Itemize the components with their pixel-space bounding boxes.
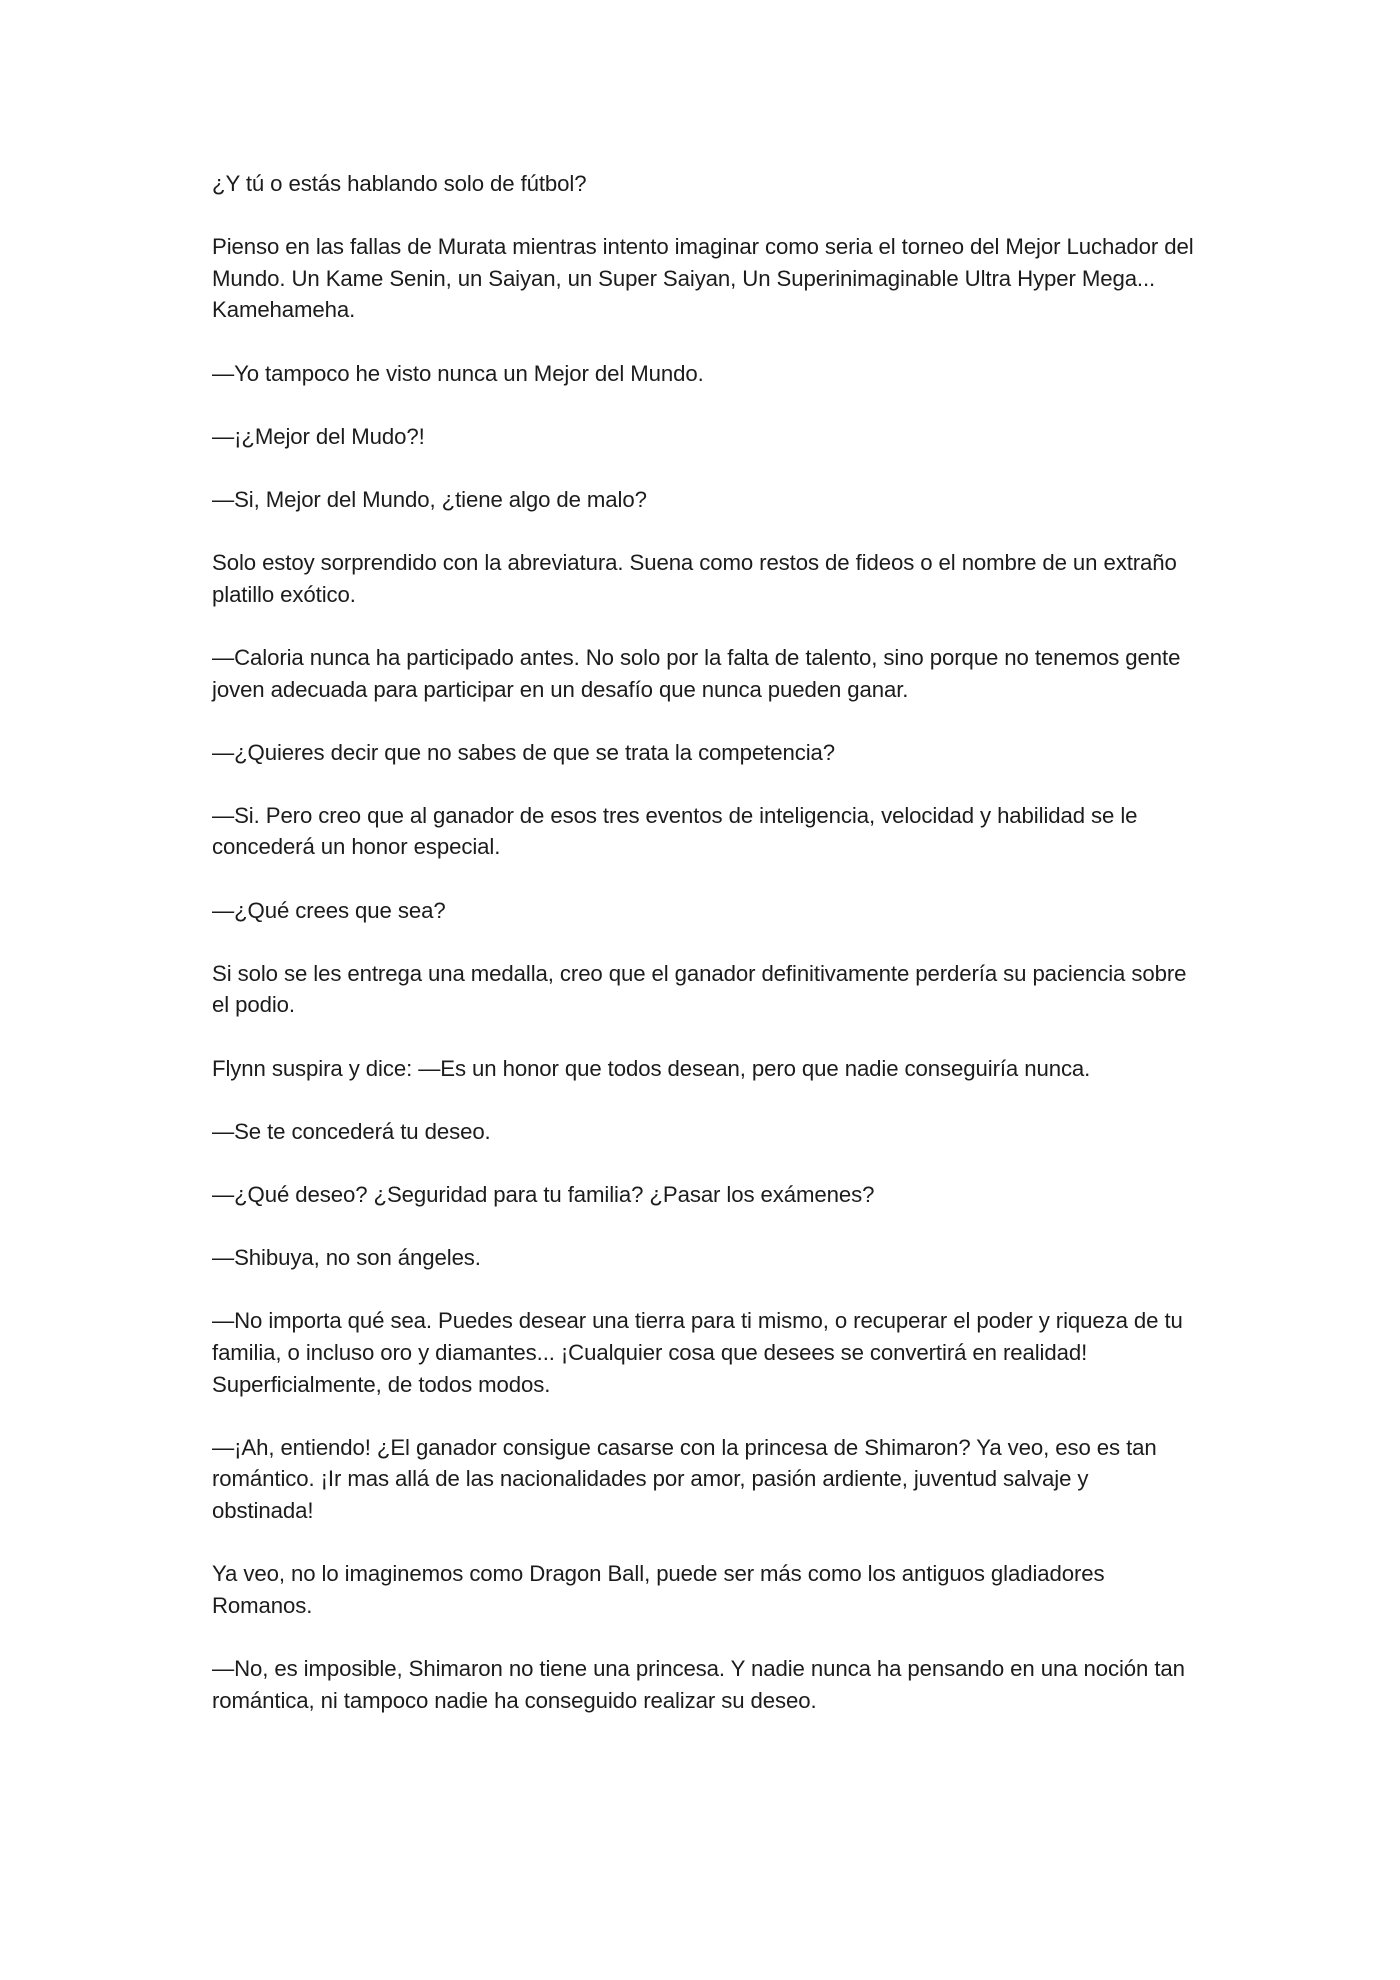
paragraph: —Se te concederá tu deseo. [212, 1118, 491, 1144]
text-body [212, 168, 1194, 1748]
paragraph: —No importa qué sea. Puedes desear una tierra para ti mismo, o recuperar el poder y riqueza de tu familia, o incluso oro y diamantes... ¡Cualquier cosa que desees se convertirá en realidad! Superficialmente, de todos modos. [212, 1308, 1183, 1397]
paragraph: Ya veo, no lo imaginemos como Dragon Ball, puede ser más como los antiguos gladiadores Romanos. [212, 1561, 1105, 1618]
paragraph: Pienso en las fallas de Murata mientras intento imaginar como seria el torneo del Mejor Luchador del Mundo. Un Kame Senin, un Saiyan, un Super Saiyan, Un Superinimaginable Ultra Hyper Mega... Kamehameha. [212, 234, 1194, 323]
paragraph: Flynn suspira y dice: —Es un honor que todos desean, pero que nadie conseguiría nunca. [212, 1055, 1091, 1081]
paragraph: —¡Ah, entiendo! ¿El ganador consigue casarse con la princesa de Shimaron? Ya veo, eso es tan romántico. ¡Ir mas allá de las nacionalidades por amor, pasión ardiente, juventud salvaje y obstinada! [212, 1434, 1157, 1523]
paragraph: —Si. Pero creo que al ganador de esos tres eventos de inteligencia, velocidad y habilidad se le concederá un honor especial. [212, 802, 1138, 860]
paragraph: Solo estoy sorprendido con la abreviatura. Suena como restos de fideos o el nombre de un extraño platillo exótico. [212, 550, 1177, 607]
paragraph: —¿Qué deseo? ¿Seguridad para tu familia? ¿Pasar los exámenes? [212, 1182, 875, 1207]
paragraph: —¿Qué crees que sea? [212, 897, 446, 923]
paragraph: —Si, Mejor del Mundo, ¿tiene algo de malo? [212, 486, 647, 512]
paragraph: Si solo se les entrega una medalla, creo que el ganador definitivamente perdería su paciencia sobre el podio. [212, 960, 1187, 1018]
paragraph: —Caloria nunca ha participado antes. No solo por la falta de talento, sino porque no tenemos gente joven adecuada para participar en un desafío que nunca pueden ganar. [212, 644, 1181, 702]
paragraph: —¡¿Mejor del Mudo?! [212, 423, 425, 449]
paragraph: ¿Y tú o estás hablando solo de fútbol? [212, 171, 587, 196]
paragraph: —Yo tampoco he visto nunca un Mejor del Mundo. [212, 360, 704, 386]
paragraph: —Shibuya, no son ángeles. [212, 1245, 481, 1271]
paragraph: —¿Quieres decir que no sabes de que se trata la competencia? [212, 739, 836, 765]
paragraph: —No, es imposible, Shimaron no tiene una princesa. Y nadie nunca ha pensando en una noción tan romántica, ni tampoco nadie ha conseguido realizar su deseo. [212, 1655, 1185, 1713]
